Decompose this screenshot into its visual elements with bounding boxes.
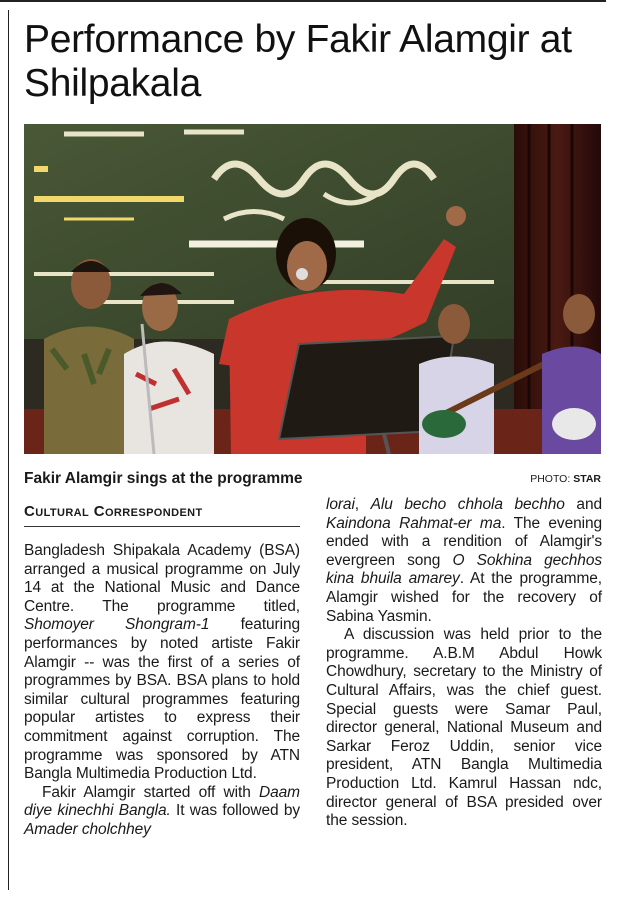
- paragraph: [24, 542, 300, 784]
- song-title: O Sokhina gechhos kina bhuila amarey: [326, 551, 602, 588]
- paragraph: A discussion was held prior to the programme. A.B.M Abdul Howk Chowdhury, secretary to the Ministry of Cultural Affairs, was the chief guest. Special guests were Samar Paul, director general, National Museum and Sarkar Feroz Uddin, senior vice president, ATN Bangla Multimedia Production Ltd. Kamrul Hassan ndc, director general of BSA presided over the session.: [326, 626, 602, 830]
- song-title: Daam diye kinechhi Bangla.: [24, 783, 300, 820]
- photo-credit-source: STAR: [573, 473, 601, 485]
- programme-title: Shomoyer Shongram-1: [24, 616, 210, 634]
- byline-text: Cultural Correspondent: [24, 503, 203, 520]
- byline-rule: [24, 526, 300, 527]
- paragraph: [326, 496, 602, 626]
- headline: Performance by Fakir Alamgir at Shilpakala: [24, 18, 572, 105]
- text-run: Fakir Alamgir started off with: [42, 783, 260, 801]
- song-title: Amader cholchhey: [24, 820, 151, 838]
- column-rule: [8, 10, 9, 890]
- article-column-2: [326, 496, 602, 831]
- byline: [24, 503, 300, 520]
- song-title: lorai: [326, 496, 355, 513]
- text-run: . The evening ended with a rendition of Alamgir's evergreen song: [326, 514, 603, 569]
- text-run: . At the programme, Alamgir wished for the recovery of Sabina Yasmin.: [326, 570, 603, 625]
- top-rule: [0, 0, 606, 2]
- text-run: and: [564, 496, 602, 513]
- text-run: ,: [354, 496, 371, 513]
- paragraph: [24, 784, 300, 840]
- photo-credit: [530, 473, 601, 485]
- text-run: featuring performances by noted artiste Fakir Alamgir -- was the first of a series of programmes by BSA. BSA plans to hold similar cultural programmes featuring popular artistes to express their commitment against corruption. The programme was sponsored by ATN Bangla Multimedia Production Ltd.: [24, 616, 300, 783]
- article-photo: [24, 124, 601, 454]
- song-title: Kaindona Rahmat-er ma: [326, 514, 502, 532]
- concert-photo-illustration: [24, 124, 601, 454]
- text-run: Bangladesh Shipakala Academy (BSA) arranged a musical programme on July 14 at the National Music and Dance Centre. The programme titled,: [24, 542, 300, 615]
- photo-caption-row: [24, 470, 601, 492]
- song-title: Alu becho chhola bechho: [370, 496, 565, 513]
- photo-credit-label: PHOTO:: [530, 473, 571, 485]
- text-run: It was followed by: [170, 802, 301, 820]
- photo-caption: Fakir Alamgir sings at the programme: [24, 470, 303, 487]
- article-column-1: [24, 542, 300, 840]
